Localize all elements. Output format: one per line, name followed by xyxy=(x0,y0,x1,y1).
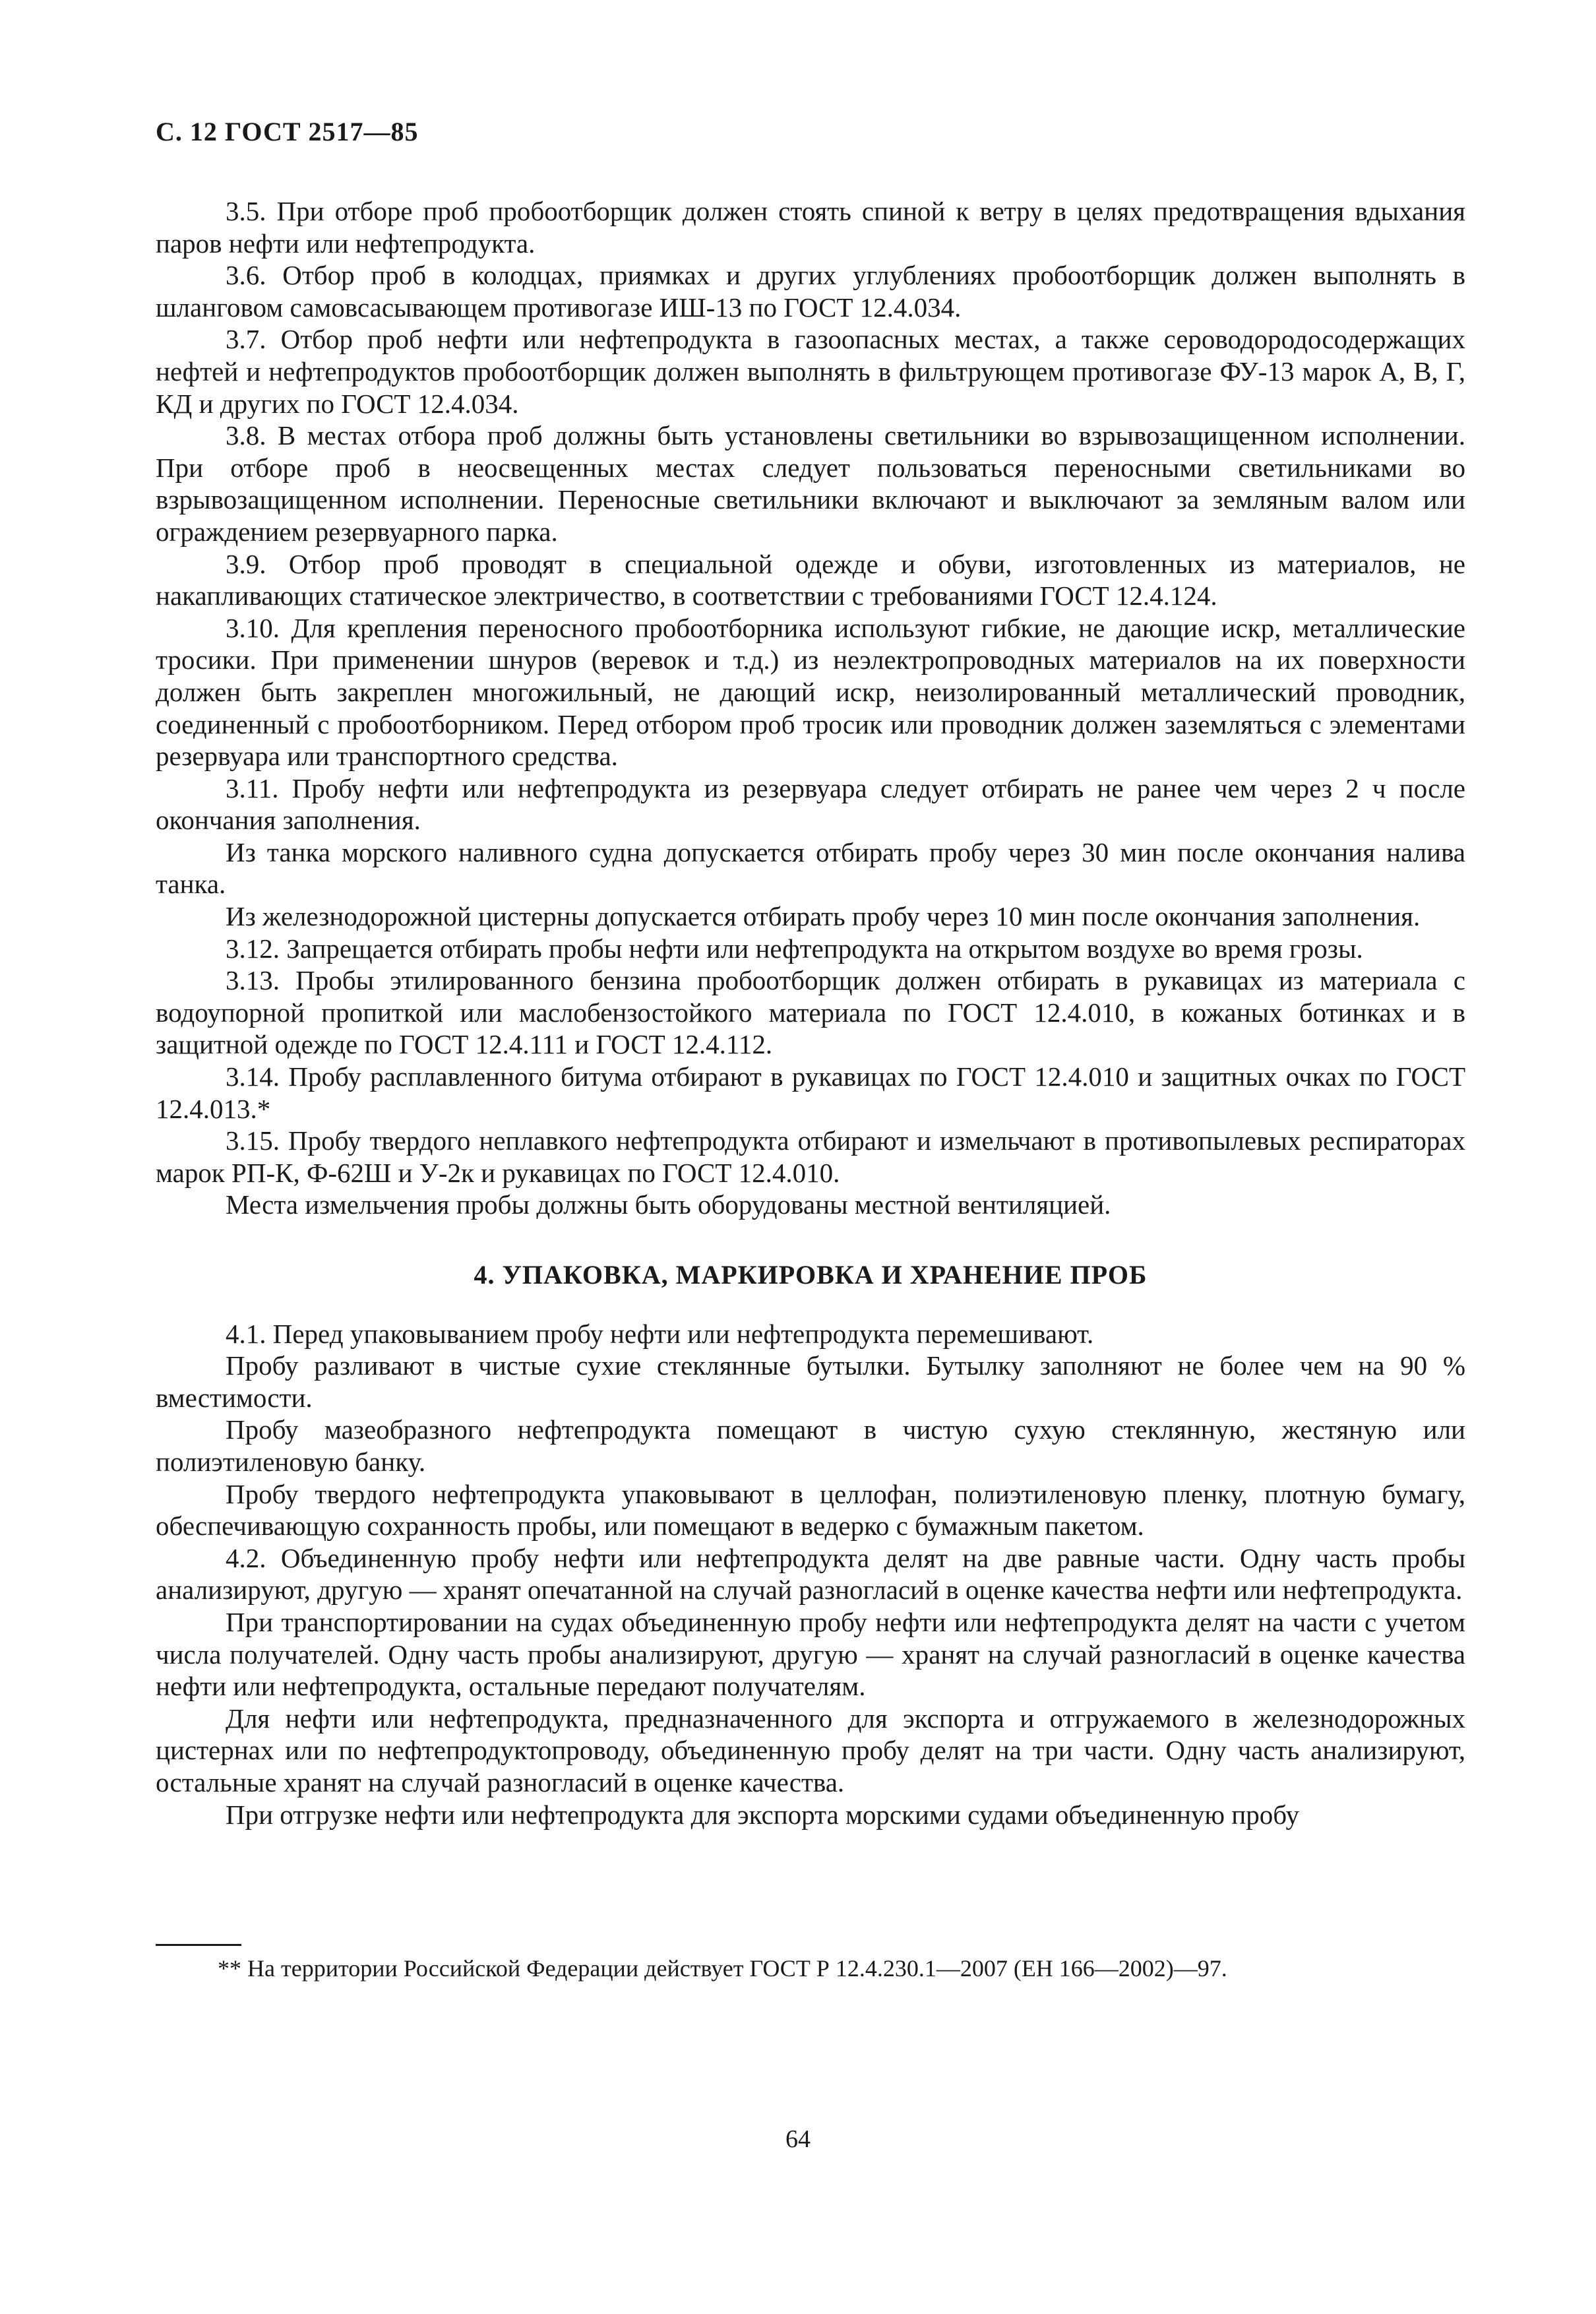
paragraph-3-8: 3.8. В местах отбора проб должны быть установлены светильники во взрывозащищенном исполнении. При отборе проб в неосвещенных местах следует пользоваться переносными светильниками во взрывозащищенном исполнении. Переносные светильники включают и выключают за земляным валом или ограждением резервуарного парка. xyxy=(156,420,1465,547)
paragraph-3-14: 3.14. Пробу расплавленного битума отбирают в рукавицах по ГОСТ 12.4.010 и защитных очках по ГОСТ 12.4.013.* xyxy=(156,1061,1465,1124)
paragraph-4-1-grease: Пробу мазеобразного нефтепродукта помещают в чистую сухую стеклянную, жестяную или полиэтиленовую банку. xyxy=(156,1414,1465,1477)
paragraph-3-9: 3.9. Отбор проб проводят в специальной одежде и обуви, изготовленных из материалов, не накапливающих статическое электричество, в соответствии с требованиями ГОСТ 12.4.124. xyxy=(156,548,1465,611)
paragraph-3-5: 3.5. При отборе проб пробоотборщик должен стоять спиной к ветру в целях предотвращения вдыхания паров нефти или нефтепродукта. xyxy=(156,196,1465,259)
page-header: С. 12 ГОСТ 2517—85 xyxy=(156,117,419,146)
paragraph-3-15-ventilation: Места измельчения пробы должны быть оборудованы местной вентиляцией. xyxy=(226,1189,1111,1220)
paragraph-4-2-ships: При транспортировании на судах объединенную пробу нефти или нефтепродукта делят на части с учетом числа получателей. Одну часть пробы анализируют, другую — хранят на случай разногласий в оценке качества нефти или нефтепродукта, остальные передают получателям. xyxy=(156,1606,1465,1702)
paragraph-3-13: 3.13. Пробы этилированного бензина пробоотборщик должен отбирать в рукавицах из материала с водоупорной пропиткой или маслобензостойкого материала по ГОСТ 12.4.010, в кожаных ботинках и в защитной одежде по ГОСТ 12.4.111 и ГОСТ 12.4.112. xyxy=(156,965,1465,1060)
paragraph-3-7: 3.7. Отбор проб нефти или нефтепродукта в газоопасных местах, а также сероводородосодержащих нефтей и нефтепродуктов пробоотборщик должен выполнять в фильтрующем противогазе ФУ-13 марок А, В, Г, КД и других по ГОСТ 12.4.034. xyxy=(156,324,1465,419)
paragraph-3-12: 3.12. Запрещается отбирать пробы нефти или нефтепродукта на открытом воздухе во время грозы. xyxy=(226,933,1363,964)
section-4-title: 4. УПАКОВКА, МАРКИРОВКА И ХРАНЕНИЕ ПРОБ xyxy=(474,1260,1148,1290)
paragraph-3-6: 3.6. Отбор проб в колодцах, приямках и других углублениях пробоотборщик должен выполнять в шланговом самовсасывающем противогазе ИШ-13 по ГОСТ 12.4.034. xyxy=(156,260,1465,323)
paragraph-4-2-export-rail: Для нефти или нефтепродукта, предназначенного для экспорта и отгружаемого в железнодорожных цистернах или по нефтепродуктопроводу, объединенную пробу делят на три части. Одну часть анализируют, остальные хранят на случай разногласий в оценке качества. xyxy=(156,1703,1465,1798)
page-number: 64 xyxy=(785,2125,811,2153)
document-body xyxy=(156,195,1465,1830)
footnote-divider xyxy=(156,1944,241,1946)
paragraph-3-11-tanker: Из танка морского наливного судна допускается отбирать пробу через 30 мин после окончания налива танка. xyxy=(156,836,1465,900)
footnote: ** На территории Российской Федерации действует ГОСТ Р 12.4.230.1—2007 (ЕН 166—2002)—97. xyxy=(218,1955,1227,1982)
paragraph-4-1-bottles: Пробу разливают в чистые сухие стеклянные бутылки. Бутылку заполняют не более чем на 90 % вместимости. xyxy=(156,1350,1465,1413)
paragraph-3-11: 3.11. Пробу нефти или нефтепродукта из резервуара следует отбирать не ранее чем через 2 ч после окончания заполнения. xyxy=(156,772,1465,836)
paragraph-4-1: 4.1. Перед упаковыванием пробу нефти или нефтепродукта перемешивают. xyxy=(226,1318,1094,1349)
paragraph-3-10: 3.10. Для крепления переносного пробоотборника используют гибкие, не дающие искр, металлические тросики. При применении шнуров (веревок и т.д.) из неэлектропроводных материалов на их поверхности должен быть закреплен многожильный, не дающий искр, неизолированный металлический проводник, соединенный с пробоотборником. Перед отбором проб тросик или проводник должен заземляться с элементами резервуара или транспортного средства. xyxy=(156,612,1465,772)
paragraph-3-15: 3.15. Пробу твердого неплавкого нефтепродукта отбирают и измельчают в противопылевых респираторах марок РП-К, Ф-62Ш и У-2к и рукавицах по ГОСТ 12.4.010. xyxy=(156,1125,1465,1188)
paragraph-4-2: 4.2. Объединенную пробу нефти или нефтепродукта делят на две равные части. Одну часть пробы анализируют, другую — хранят опечатанной на случай разногласий в оценке качества нефти или нефтепродукта. xyxy=(156,1542,1465,1606)
paragraph-3-11-railcar: Из железнодорожной цистерны допускается отбирать пробу через 10 мин после окончания заполнения. xyxy=(226,901,1421,932)
paragraph-4-2-export-sea: При отгрузке нефти или нефтепродукта для экспорта морскими судами объединенную пробу xyxy=(226,1799,1300,1830)
paragraph-4-1-solid: Пробу твердого нефтепродукта упаковывают в целлофан, полиэтиленовую пленку, плотную бумагу, обеспечивающую сохранность пробы, или помещают в ведерко с бумажным пакетом. xyxy=(156,1478,1465,1542)
